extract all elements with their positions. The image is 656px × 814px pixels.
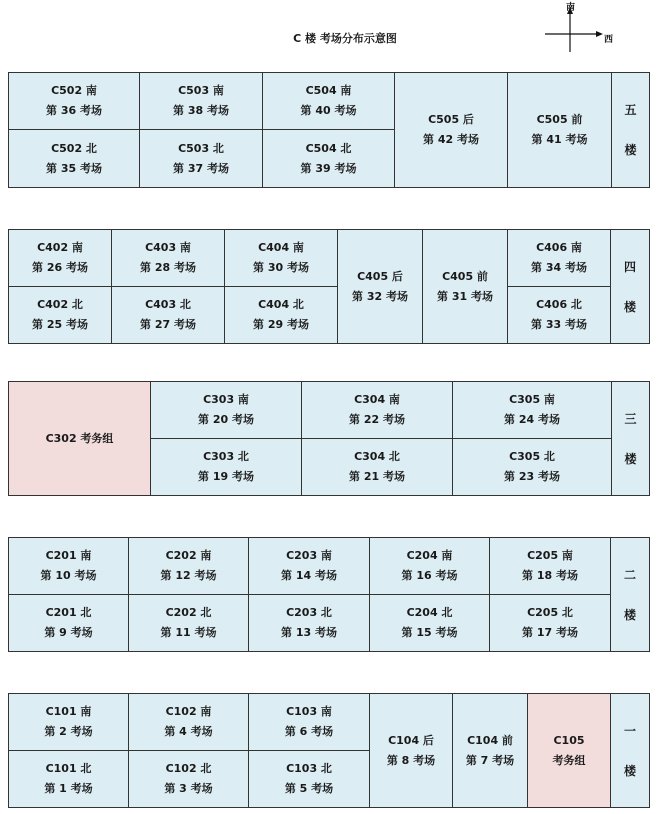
room-c201-south: C201 南 第 10 考场 — [8, 537, 129, 595]
room-c204-north: C204 北 第 15 考场 — [369, 594, 490, 652]
room-c403-north: C403 北 第 27 考场 — [111, 286, 225, 344]
room-c205-south: C205 南 第 18 考场 — [489, 537, 611, 595]
room-c305-south: C305 南 第 24 考场 — [452, 381, 612, 439]
floor-2 — [8, 537, 650, 652]
room-c104-back: C104 后 第 8 考场 — [369, 693, 453, 808]
compass-north-label: 南 — [566, 3, 576, 13]
floor-2-label: 二 楼 — [610, 537, 650, 652]
room-c305-north: C305 北 第 23 考场 — [452, 438, 612, 496]
room-c303-north: C303 北 第 19 考场 — [150, 438, 302, 496]
room-c404-north: C404 北 第 29 考场 — [224, 286, 338, 344]
room-c402-south: C402 南 第 26 考场 — [8, 229, 112, 287]
room-c403-south: C403 南 第 28 考场 — [111, 229, 225, 287]
room-c105-office: C105 考务组 — [527, 693, 611, 808]
floor-3 — [8, 381, 650, 496]
page-title: C 楼 考场分布示意图 — [293, 32, 397, 45]
room-c202-south: C202 南 第 12 考场 — [128, 537, 249, 595]
room-c502-north: C502 北 第 35 考场 — [8, 129, 140, 188]
room-c504-south: C504 南 第 40 考场 — [262, 72, 395, 130]
room-c203-south: C203 南 第 14 考场 — [248, 537, 370, 595]
floor-4 — [8, 229, 650, 344]
compass — [540, 0, 620, 60]
room-c103-south: C103 南 第 6 考场 — [248, 693, 370, 751]
floor-1 — [8, 693, 650, 808]
room-c304-south: C304 南 第 22 考场 — [301, 381, 453, 439]
room-c101-north: C101 北 第 1 考场 — [8, 750, 129, 808]
floor-5-label: 五 楼 — [611, 72, 650, 188]
floor-1-label: 一 楼 — [610, 693, 650, 808]
room-c502-south: C502 南 第 36 考场 — [8, 72, 140, 130]
room-c405-back: C405 后 第 32 考场 — [337, 229, 423, 344]
floor-3-label: 三 楼 — [611, 381, 650, 496]
room-c204-south: C204 南 第 16 考场 — [369, 537, 490, 595]
room-c303-south: C303 南 第 20 考场 — [150, 381, 302, 439]
room-c103-north: C103 北 第 5 考场 — [248, 750, 370, 808]
room-c102-north: C102 北 第 3 考场 — [128, 750, 249, 808]
room-c302-office: C302 考务组 — [8, 381, 151, 496]
room-c505-front: C505 前 第 41 考场 — [507, 72, 612, 188]
room-c402-north: C402 北 第 25 考场 — [8, 286, 112, 344]
room-c405-front: C405 前 第 31 考场 — [422, 229, 508, 344]
room-c101-south: C101 南 第 2 考场 — [8, 693, 129, 751]
room-c504-north: C504 北 第 39 考场 — [262, 129, 395, 188]
room-c104-front: C104 前 第 7 考场 — [452, 693, 528, 808]
room-c503-south: C503 南 第 38 考场 — [139, 72, 263, 130]
room-c505-back: C505 后 第 42 考场 — [394, 72, 508, 188]
room-c406-south: C406 南 第 34 考场 — [507, 229, 611, 287]
room-c203-north: C203 北 第 13 考场 — [248, 594, 370, 652]
room-c202-north: C202 北 第 11 考场 — [128, 594, 249, 652]
room-c102-south: C102 南 第 4 考场 — [128, 693, 249, 751]
room-c205-north: C205 北 第 17 考场 — [489, 594, 611, 652]
room-c503-north: C503 北 第 37 考场 — [139, 129, 263, 188]
compass-arrows-icon — [540, 0, 620, 60]
floor-4-label: 四 楼 — [610, 229, 650, 344]
room-c406-north: C406 北 第 33 考场 — [507, 286, 611, 344]
room-c201-north: C201 北 第 9 考场 — [8, 594, 129, 652]
room-c404-south: C404 南 第 30 考场 — [224, 229, 338, 287]
compass-east-label: 西 — [604, 35, 614, 45]
room-c304-north: C304 北 第 21 考场 — [301, 438, 453, 496]
floor-5 — [8, 72, 650, 188]
